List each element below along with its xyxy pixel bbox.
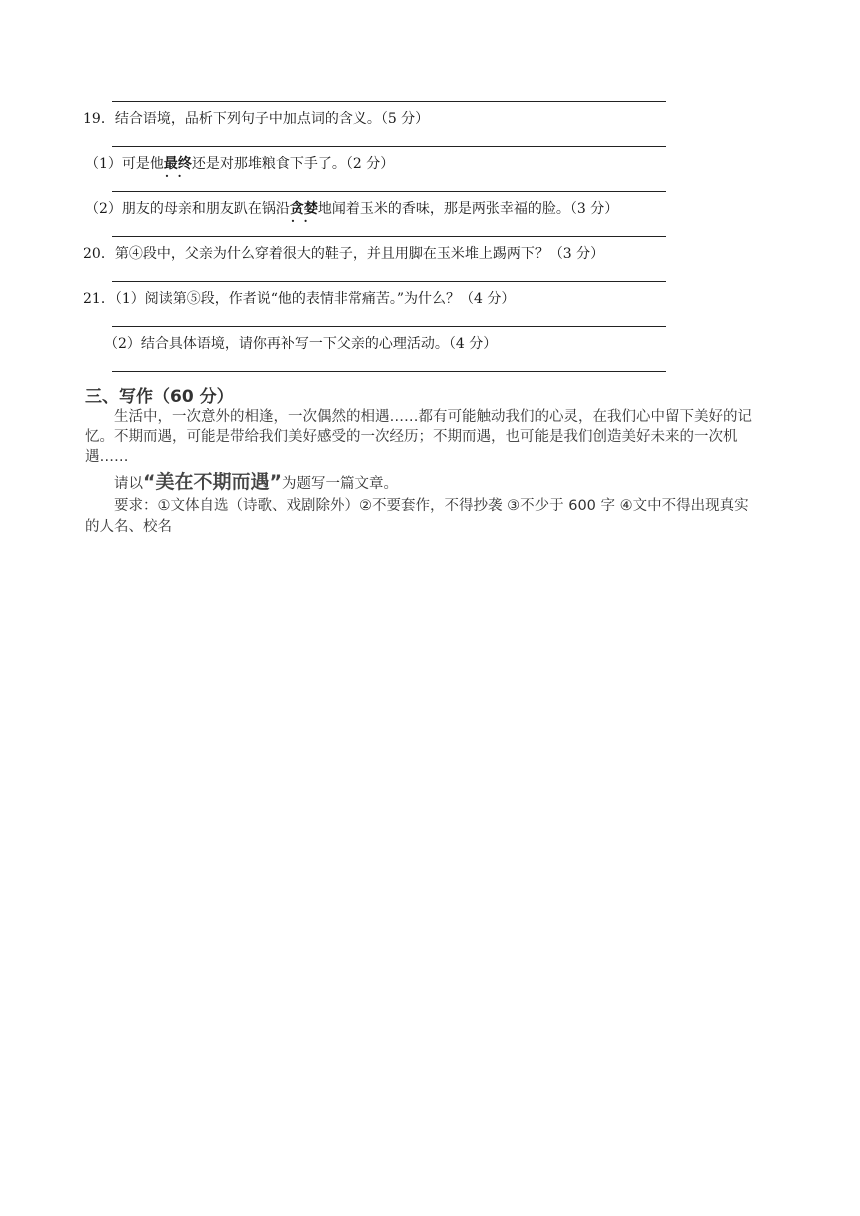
dotted-word-zuizhong: 最终 · · xyxy=(164,156,192,172)
answer-line xyxy=(112,326,666,327)
answer-line xyxy=(112,236,666,237)
writing-topic: “美在不期而遇” xyxy=(143,471,282,493)
question-19-sub2 xyxy=(85,200,618,218)
question-19-sub1-text: （1）可是他 xyxy=(85,156,164,172)
answer-line xyxy=(112,146,666,147)
answer-line xyxy=(112,281,666,282)
question-19-sub2-text: 地闻着玉米的香味，那是两张幸福的脸。（3 分） xyxy=(317,201,619,217)
question-19-sub2-text: （2）朋友的母亲和朋友趴在锅沿 xyxy=(85,201,290,217)
question-19-sub1-text: 还是对那堆粮食下手了。（2 分） xyxy=(191,156,395,172)
question-21-sub1: 21．（1）阅读第⑤段，作者说“他的表情非常痛苦。”为什么？（4 分） xyxy=(83,291,516,307)
question-20: 20．第④段中，父亲为什么穿着很大的鞋子，并且用脚在玉米堆上踢两下？（3 分） xyxy=(83,246,605,262)
answer-line xyxy=(112,371,666,372)
writing-prompt xyxy=(114,470,804,496)
question-21-sub2: （2）结合具体语境，请你再补写一下父亲的心理活动。（4 分） xyxy=(104,336,498,352)
writing-requirements: 要求：①文体自选（诗歌、戏剧除外）②不要套作，不得抄袭 ③不少于 600 字 ④文中不得出现真实 xyxy=(114,498,749,514)
writing-prompt-text: 请以 xyxy=(114,476,143,492)
writing-prompt-text: 为题写一篇文章。 xyxy=(281,476,398,492)
writing-paragraph: 生活中，一次意外的相逢，一次偶然的相遇……都有可能触动我们的心灵，在我们心中留下美好的记忆。不期而遇，可能是带给我们美好感受的一次经历；不期而遇，也可能是我们创造美好未来的一次机遇…… xyxy=(85,409,752,465)
writing-requirements-cont: 的人名、校名 xyxy=(85,519,172,535)
question-19-stem: 19．结合语境，品析下列句子中加点词的含义。（5 分） xyxy=(83,111,430,127)
answer-line xyxy=(112,101,666,102)
section-title-writing: 三、写作（60 分） xyxy=(85,387,234,407)
answer-line xyxy=(112,191,666,192)
question-19-sub1 xyxy=(85,155,394,173)
dotted-word-tanlan: 贪婪 · · xyxy=(290,201,318,217)
